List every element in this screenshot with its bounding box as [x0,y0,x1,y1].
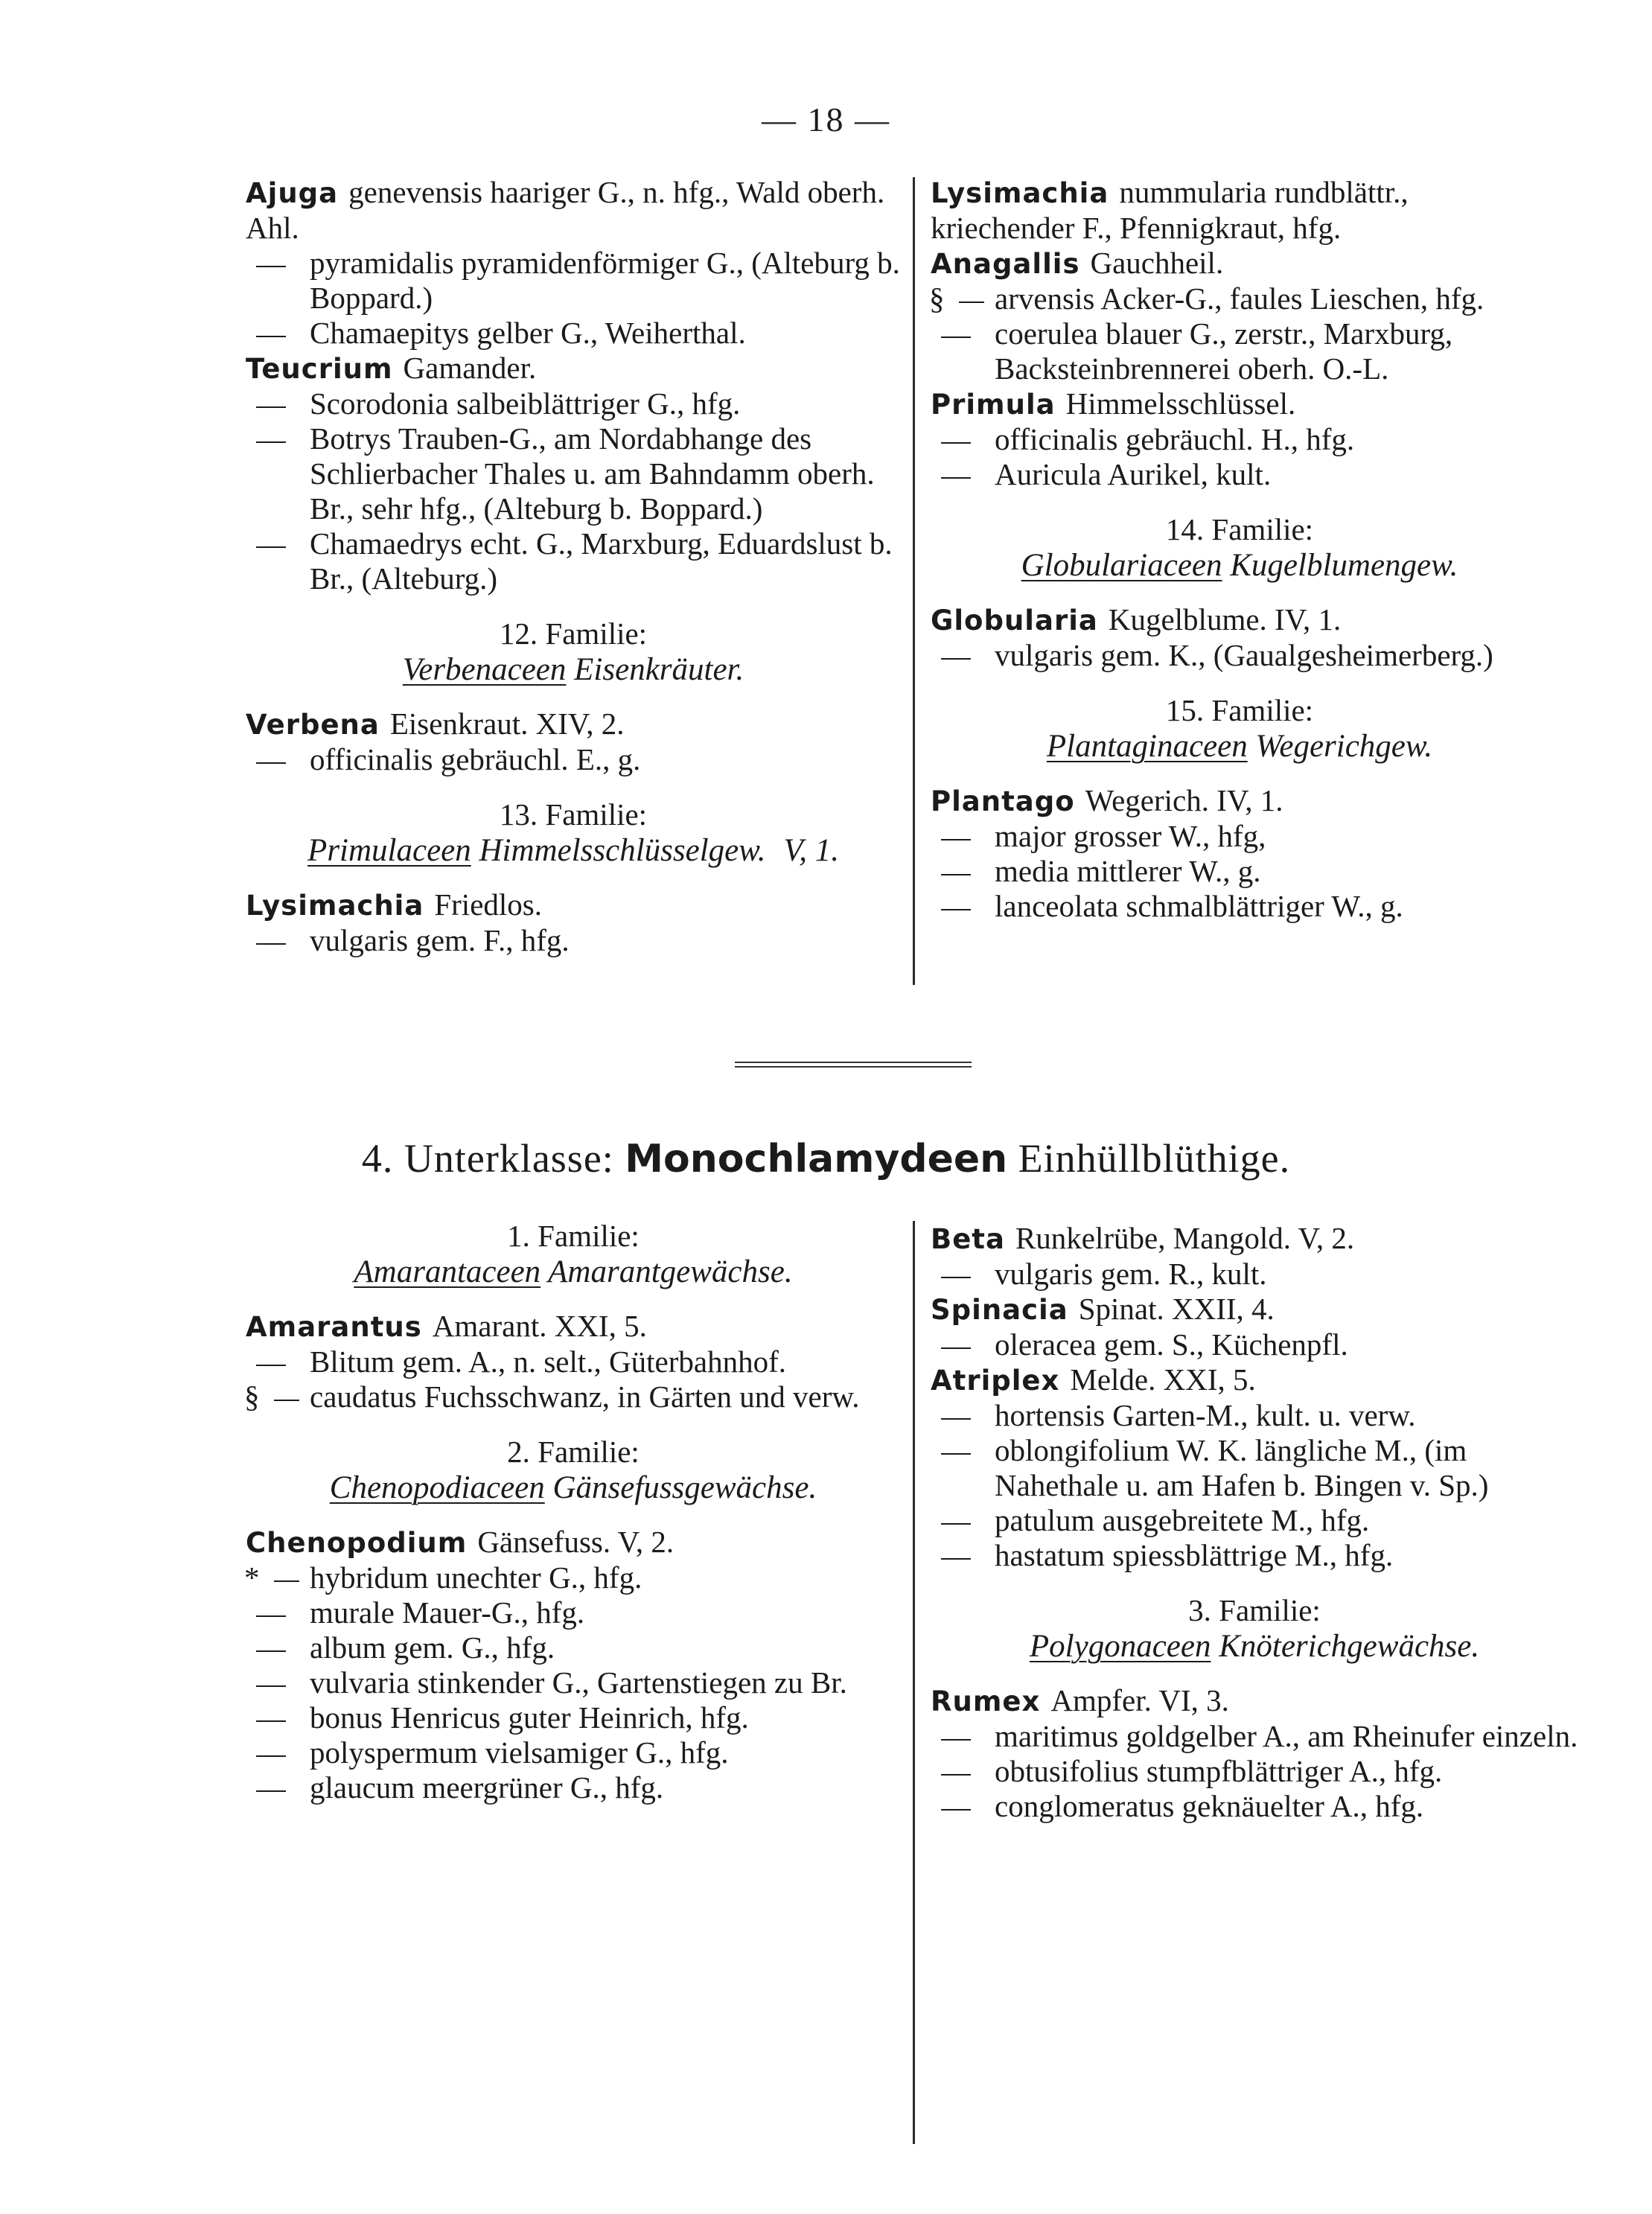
species-description: vulgaris gem. R., kult. [995,1257,1267,1291]
species-description: obtusifolius stumpfblättriger A., hfg. [995,1754,1443,1788]
genus-name: Anagallis [931,248,1080,280]
genus-description: Gänsefuss. V, 2. [477,1525,674,1559]
family-name [246,651,901,689]
species-entry [931,457,1549,492]
subclass-german: Einhüllblüthige. [1018,1136,1291,1181]
genus-entry [246,887,901,923]
ditto-dash [931,854,995,889]
genus-name: Chenopodium [246,1527,468,1559]
species-entry [246,1379,901,1414]
genus-description: Spinat. XXII, 4. [1078,1292,1275,1326]
family-number: 15. Familie: [1165,693,1314,727]
family-number: 2. Familie: [507,1435,640,1469]
section-separator [735,1062,972,1071]
ditto-dash [931,281,995,316]
ditto-dash [246,1735,310,1770]
ditto-dash [931,1503,995,1538]
genus-description: Runkelrübe, Mangold. V, 2. [1015,1221,1355,1255]
genus-entry [246,175,901,246]
family-name [931,728,1549,765]
ditto-dash [931,1433,995,1468]
family-latin-name: Polygonaceen [1029,1629,1211,1664]
ditto-dash [931,1398,995,1433]
species-entry [931,1398,1578,1433]
genus-entry [246,351,901,386]
ditto-dash [246,386,310,421]
genus-name: Lysimachia [246,890,424,922]
genus-description: Gamander. [403,351,537,385]
genus-entry [931,386,1549,422]
species-entry [931,1433,1578,1503]
genus-name: Rumex [931,1685,1041,1717]
species-description: murale Mauer-G., hfg. [310,1595,585,1630]
genus-description: Melde. XXI, 5. [1070,1362,1256,1397]
species-description: hortensis Garten-M., kult. u. verw. [995,1398,1416,1432]
genus-description: Kugelblume. IV, 1. [1108,602,1342,637]
species-description: vulgaris gem. K., (Gaualgesheimerberg.) [995,638,1493,672]
family-german-name: Amarantgewächse. [548,1254,793,1289]
genus-name: Teucrium [246,353,393,385]
species-description: conglomeratus geknäuelter A., hfg. [995,1789,1424,1823]
column-bottom-left [246,1199,901,1805]
family-latin-name: Verbenaceen [402,652,567,687]
genus-name: Atriplex [931,1365,1060,1397]
genus-description: Amarant. XXI, 5. [432,1309,647,1343]
ditto-dash [931,457,995,492]
species-entry [246,1595,901,1630]
species-description: media mittlerer W., g. [995,854,1261,888]
ditto-dash [246,923,310,958]
family-name [246,1254,901,1291]
species-description: Scorodonia salbeiblättriger G., hfg. [310,386,741,421]
species-description: officinalis gebräuchl. H., hfg. [995,422,1355,456]
family-latin-name: Globulariaceen [1021,548,1222,583]
family-number: 3. Familie: [1188,1593,1321,1627]
genus-name: Lysimachia [931,177,1109,209]
ditto-dash [246,246,310,281]
species-entry [246,1630,901,1665]
species-entry [931,1327,1578,1362]
family-latin-name: Amarantaceen [354,1254,541,1289]
species-entry [246,1560,901,1595]
family-number: 14. Familie: [1165,512,1314,546]
species-entry [931,1503,1578,1538]
page-number: — 18 — [762,101,890,138]
ditto-dash [931,638,995,673]
genus-description: genevensis haariger G., n. hfg., Wald oberh. Ahl. [246,175,885,245]
genus-entry [931,1221,1578,1257]
species-entry [246,246,901,316]
family-name [246,1470,901,1507]
species-entry [246,386,901,421]
species-mark: § [244,1379,260,1414]
genus-description: Himmelsschlüssel. [1065,386,1296,421]
subclass-latin: Monochlamydeen [625,1137,1008,1181]
species-entry [246,526,901,596]
species-entry [246,316,901,351]
species-description: glaucum meergrüner G., hfg. [310,1770,664,1805]
family-latin-name: Chenopodiaceen [329,1470,545,1505]
ditto-dash [246,421,310,456]
genus-entry [246,1525,901,1560]
family-german-name: Himmelsschlüsselgew. [479,833,766,868]
ditto-dash [931,1719,995,1754]
species-description: lanceolata schmalblättriger W., g. [995,889,1403,923]
genus-description: Ampfer. VI, 3. [1050,1683,1229,1717]
column-top-right [931,175,1549,924]
subclass-heading [0,1135,1652,1181]
species-entry [931,889,1549,924]
species-description: caudatus Fuchsschwanz, in Gärten und verw. [310,1379,860,1414]
ditto-dash [931,316,995,351]
species-entry [931,281,1549,316]
family-german-name: Eisenkräuter. [574,652,744,687]
species-description: maritimus goldgelber A., am Rheinufer einzeln. [995,1719,1578,1753]
ditto-dash [246,1344,310,1379]
species-entry [246,742,901,777]
ditto-dash [246,316,310,351]
species-entry [931,638,1549,673]
ditto-dash [931,1789,995,1824]
column-top-left [246,175,901,958]
species-entry [246,1770,901,1805]
species-entry [246,1665,901,1700]
ditto-dash [246,1700,310,1735]
species-entry [246,1344,901,1379]
species-description: hybridum unechter G., hfg. [310,1560,642,1595]
species-description: pyramidalis pyramidenförmiger G., (Alteburg b. Boppard.) [310,246,900,315]
family-german-name: Kugelblumengew. [1230,548,1458,583]
species-entry [246,923,901,958]
genus-entry [931,783,1549,819]
ditto-dash [931,1538,995,1573]
species-entry [931,1789,1578,1824]
ditto-dash [246,1665,310,1700]
species-entry [246,1735,901,1770]
subclass-prefix: 4. Unterklasse: [361,1136,614,1181]
family-name [246,832,901,870]
column-bottom-right [931,1221,1578,1824]
genus-description: Friedlos. [434,887,542,922]
ditto-dash [931,1327,995,1362]
genus-entry [931,602,1549,638]
family-number: 13. Familie: [499,797,648,832]
family-name [931,547,1549,584]
ditto-dash [246,1770,310,1805]
genus-entry [931,1362,1578,1398]
species-entry [246,1700,901,1735]
species-description: Botrys Trauben-G., am Nordabhange des Schlierbacher Thales u. am Bahndamm oberh. Br., sehr hfg., (Alteburg b. Boppard.) [310,421,875,526]
genus-name: Primula [931,389,1056,421]
species-description: oblongifolium W. K. längliche M., (im Nahethale u. am Hafen b. Bingen v. Sp.) [995,1433,1489,1502]
species-entry [931,1257,1578,1292]
family-linnaean-class: V, 1. [783,833,839,868]
genus-name: Amarantus [246,1311,422,1343]
ditto-dash [246,742,310,777]
species-entry [931,1719,1578,1754]
ditto-dash [246,1630,310,1665]
genus-entry [931,1683,1578,1719]
species-description: patulum ausgebreitete M., hfg. [995,1503,1370,1537]
ditto-dash [246,526,310,561]
family-german-name: Knöterichgewächse. [1219,1629,1480,1664]
ditto-dash [246,1379,310,1414]
species-description: Chamaepitys gelber G., Weiherthal. [310,316,746,350]
species-description: major grosser W., hfg, [995,819,1266,853]
ditto-dash [931,1257,995,1292]
species-description: hastatum spiessblättrige M., hfg. [995,1538,1394,1572]
species-entry [931,819,1549,854]
genus-entry [931,246,1549,281]
species-description: oleracea gem. S., Küchenpfl. [995,1327,1348,1362]
genus-name: Verbena [246,709,380,741]
genus-description: Wegerich. IV, 1. [1085,783,1283,817]
family-german-name: Wegerichgew. [1255,729,1433,764]
genus-description: Gauchheil. [1090,246,1224,280]
genus-name: Beta [931,1223,1005,1255]
family-latin-name: Plantaginaceen [1046,729,1248,764]
ditto-dash [246,1595,310,1630]
ditto-dash [931,422,995,457]
ditto-dash [246,1560,310,1595]
species-mark: * [244,1560,260,1595]
species-description: vulgaris gem. F., hfg. [310,923,570,957]
column-divider-bottom [913,1221,915,2144]
species-description: coerulea blauer G., zerstr., Marxburg, Backsteinbrennerei oberh. O.-L. [995,316,1453,386]
species-entry [931,422,1549,457]
species-entry [246,421,901,526]
family-latin-name: Primulaceen [307,833,471,868]
species-entry [931,1538,1578,1573]
genus-name: Plantago [931,785,1075,817]
species-mark: § [929,281,945,316]
family-number: 12. Familie: [499,616,648,651]
ditto-dash [931,819,995,854]
family-number: 1. Familie: [507,1219,640,1253]
genus-description: Eisenkraut. XIV, 2. [389,706,625,741]
genus-name: Ajuga [246,177,339,209]
species-description: vulvaria stinkender G., Gartenstiegen zu Br. [310,1665,847,1700]
species-description: Chamaedrys echt. G., Marxburg, Eduardslust b. Br., (Alteburg.) [310,526,893,596]
species-entry [931,316,1549,386]
species-entry [931,1754,1578,1789]
species-entry [931,854,1549,889]
ditto-dash [931,1754,995,1789]
family-name [931,1628,1578,1665]
genus-name: Spinacia [931,1294,1068,1326]
genus-entry [931,175,1549,246]
species-description: Auricula Aurikel, kult. [995,457,1272,491]
species-description: polyspermum vielsamiger G., hfg. [310,1735,729,1770]
ditto-dash [931,889,995,924]
genus-entry [931,1292,1578,1327]
species-description: album gem. G., hfg. [310,1630,555,1665]
family-german-name: Gänsefussgewächse. [552,1470,817,1505]
genus-name: Globularia [931,604,1098,637]
genus-entry [246,706,901,742]
species-description: Blitum gem. A., n. selt., Güterbahnhof. [310,1344,786,1379]
species-description: arvensis Acker-G., faules Lieschen, hfg. [995,281,1484,316]
genus-entry [246,1309,901,1344]
column-divider-top [913,177,915,985]
species-description: officinalis gebräuchl. E., g. [310,742,641,776]
species-description: bonus Henricus guter Heinrich, hfg. [310,1700,749,1735]
genus-description: nummularia rundblättr., kriechender F., Pfennigkraut, hfg. [931,175,1409,245]
